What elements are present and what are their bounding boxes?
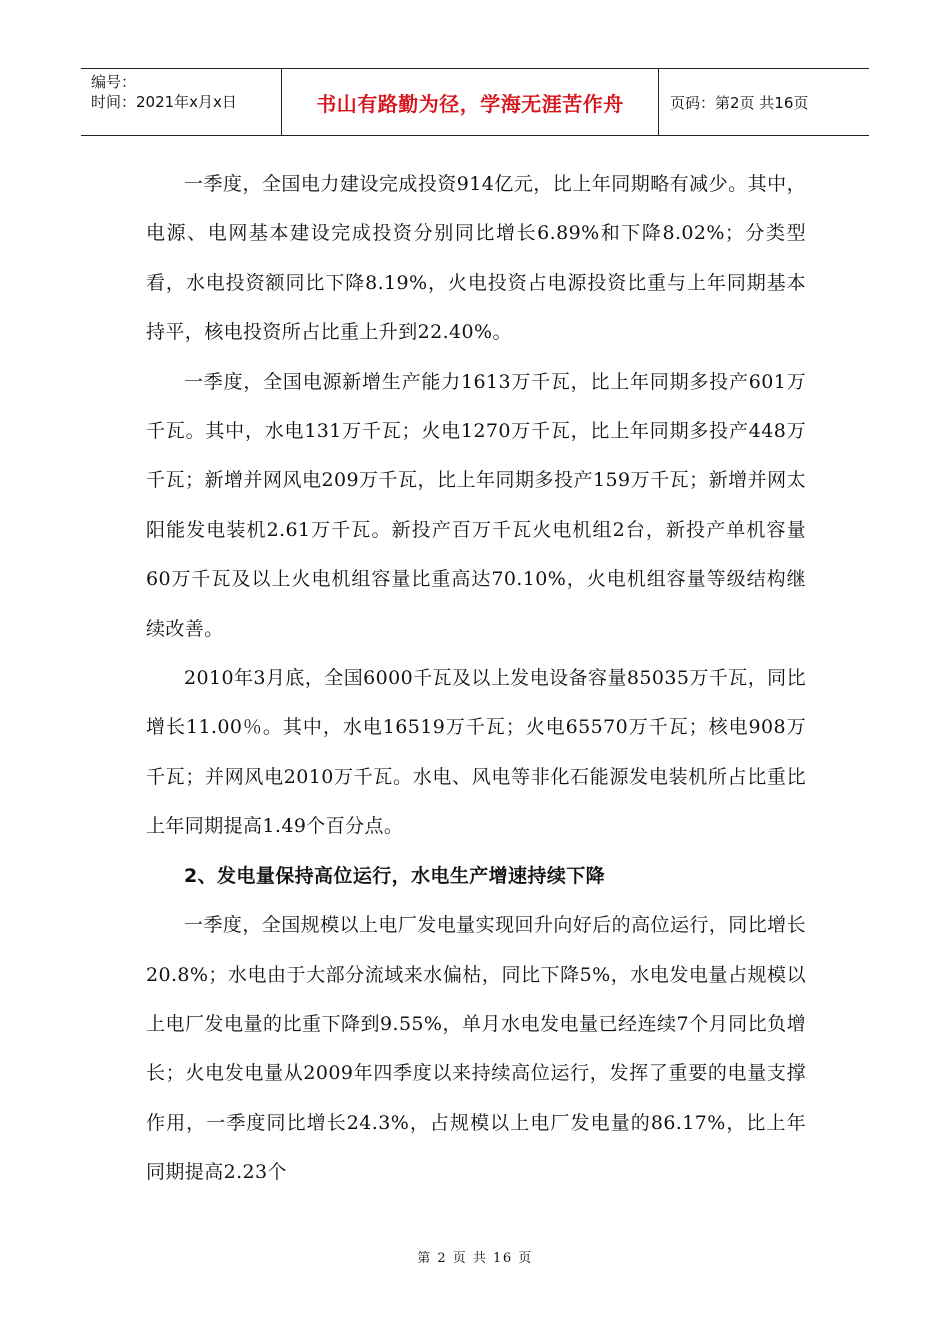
paragraph-investment: 一季度，全国电力建设完成投资914亿元，比上年同期略有减少。其中，电源、电网基本建设完成投资分别同比增长6.89%和下降8.02%；分类型看，水电投资额同比下降8.19%，火电投资占电源投资比重与上年同期基本持平，核电投资所占比重上升到22.40%。 xyxy=(146,173,806,344)
page-header xyxy=(81,68,869,136)
document-number-label: 编号： xyxy=(91,73,137,91)
header-page-info: 页码：第2页 共16页 xyxy=(670,93,809,112)
paragraph-installed-capacity: 2010年3月底，全国6000千瓦及以上发电设备容量85035万千瓦，同比增长11.00％。其中，水电16519万千瓦；火电65570万千瓦；核电908万千瓦；并网风电2010万千瓦。水电、风电等非化石能源发电装机所占比重比上年同期提高1.49个百分点。 xyxy=(146,667,806,838)
section-heading: 2、发电量保持高位运行，水电生产增速持续下降 xyxy=(184,864,606,887)
document-body xyxy=(146,160,806,1198)
header-motto: 书山有路勤为径，学海无涯苦作舟 xyxy=(282,69,659,135)
header-meta-cell xyxy=(81,69,282,135)
paragraph-generation: 一季度，全国规模以上电厂发电量实现回升向好后的高位运行，同比增长20.8%；水电由于大部分流域来水偏枯，同比下降5%，水电发电量占规模以上电厂发电量的比重下降到9.55%，单月水电发电量已经连续7个月同比负增长；火电发电量从2009年四季度以来持续高位运行，发挥了重要的电量支撑作用，一季度同比增长24.3%，占规模以上电厂发电量的86.17%，比上年同期提高2.23个 xyxy=(146,914,806,1184)
document-time-label: 时间：2021年x月x日 xyxy=(91,93,237,111)
paragraph-new-capacity: 一季度，全国电源新增生产能力1613万千瓦，比上年同期多投产601万千瓦。其中，水电131万千瓦；火电1270万千瓦，比上年同期多投产448万千瓦；新增并网风电209万千瓦，比上年同期多投产159万千瓦；新增并网太阳能发电装机2.61万千瓦。新投产百万千瓦火电机组2台，新投产单机容量60万千瓦及以上火电机组容量比重高达70.10%，火电机组容量等级结构继续改善。 xyxy=(146,370,806,640)
page-footer: 第 2 页 共 16 页 xyxy=(417,1251,533,1266)
